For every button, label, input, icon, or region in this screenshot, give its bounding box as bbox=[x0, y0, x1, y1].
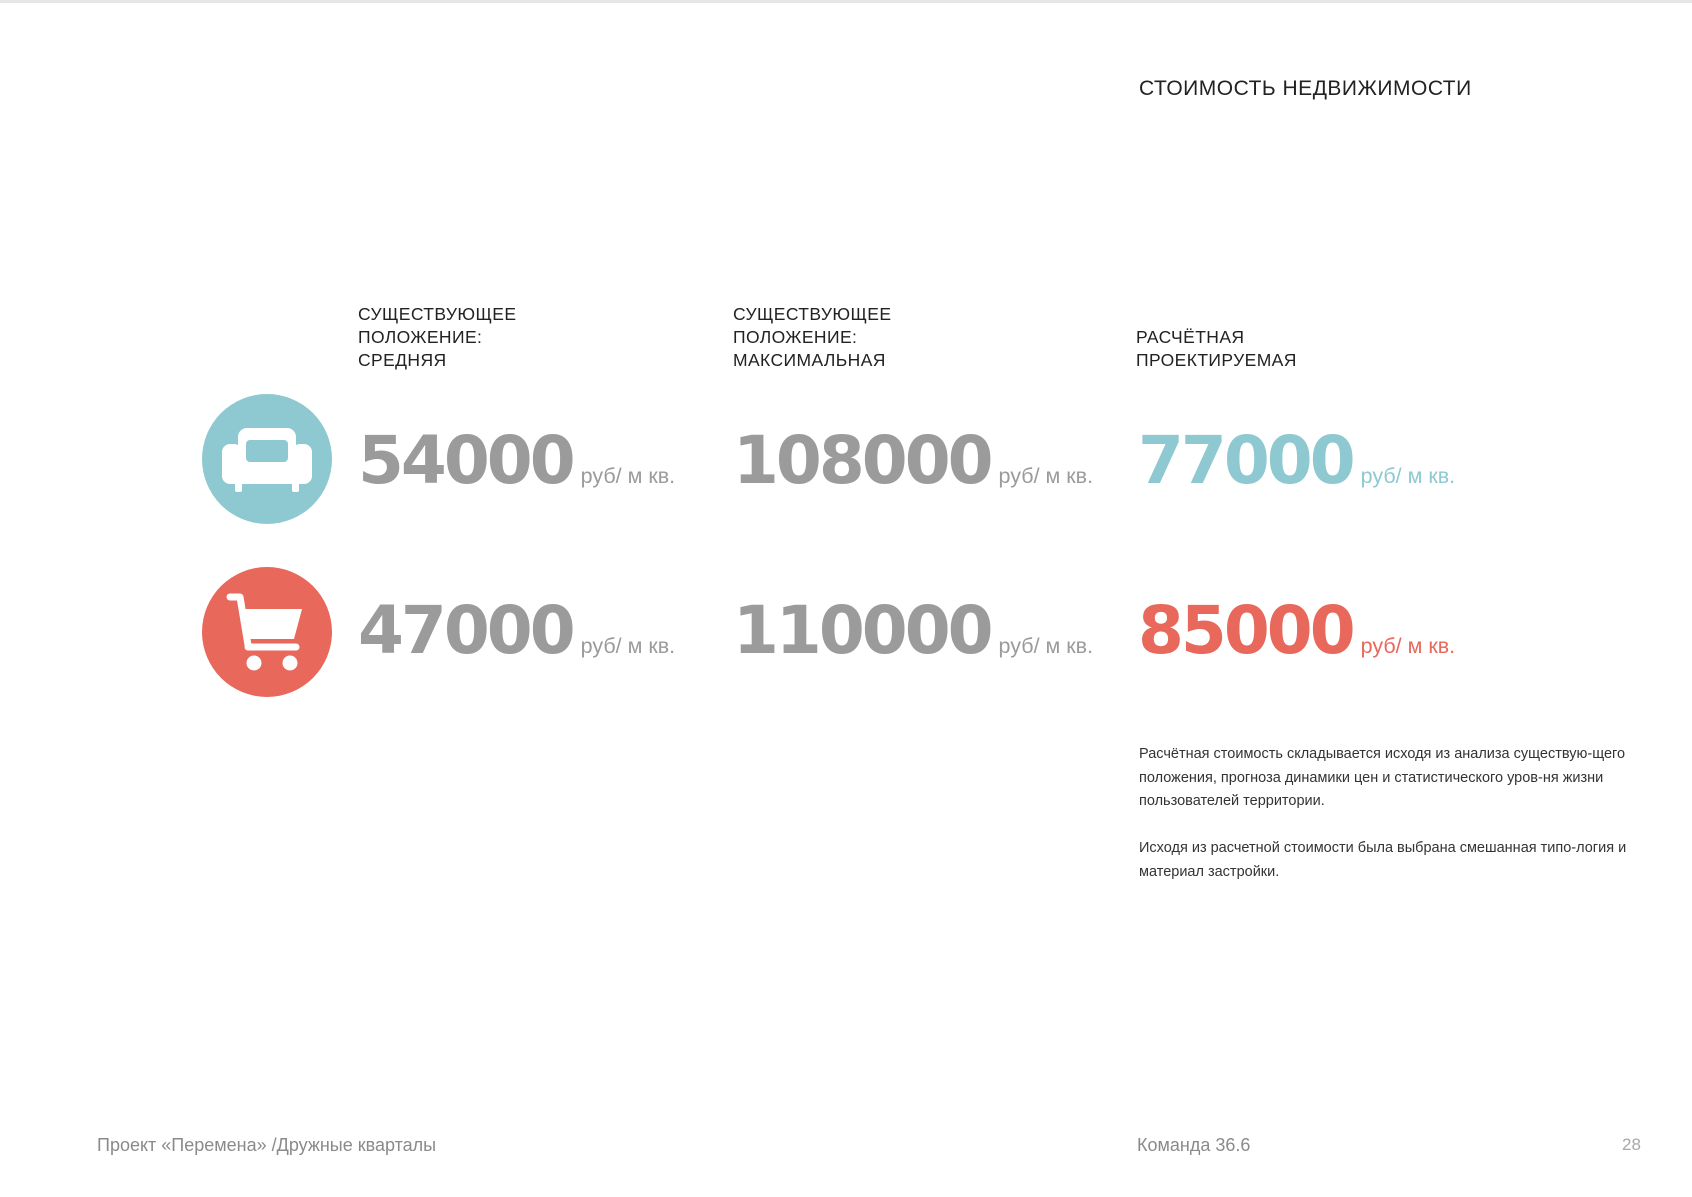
description-paragraph: Исходя из расчетной стоимости была выбрана смешанная типо-логия и материал застройки. bbox=[1139, 840, 1627, 880]
price-value: 108000 bbox=[733, 422, 991, 499]
price-value: 85000 bbox=[1138, 592, 1353, 669]
price-value: 77000 bbox=[1138, 422, 1353, 499]
price-value: 54000 bbox=[358, 422, 573, 499]
page-number: 28 bbox=[1622, 1135, 1641, 1154]
description-paragraph: Расчётная стоимость складывается исходя из анализа существую-щего положения, прогноза динамики цен и статистического уров-ня жизни пользователей территории. bbox=[1139, 746, 1626, 809]
price-unit: руб/ м кв. bbox=[580, 464, 676, 488]
column-header-line: ПРОЕКТИРУЕМАЯ bbox=[1136, 350, 1297, 370]
price-unit: руб/ м кв. bbox=[998, 634, 1094, 658]
page-title: СТОИМОСТЬ НЕДВИЖИМОСТИ bbox=[1139, 77, 1472, 100]
sofa-icon bbox=[202, 394, 332, 524]
column-header-line: ПОЛОЖЕНИЕ: bbox=[733, 327, 858, 347]
column-header-line: СРЕДНЯЯ bbox=[358, 350, 447, 370]
price-value: 47000 bbox=[358, 592, 573, 669]
column-header-line: ПОЛОЖЕНИЕ: bbox=[358, 327, 483, 347]
column-header-line: МАКСИМАЛЬНАЯ bbox=[733, 350, 886, 370]
price-projected-commercial bbox=[1138, 592, 1456, 669]
price-existing-average-residential bbox=[358, 422, 676, 499]
column-header-line: РАСЧЁТНАЯ bbox=[1136, 327, 1245, 347]
price-existing-max-commercial bbox=[733, 592, 1094, 669]
shopping-cart-icon bbox=[202, 567, 332, 697]
price-unit: руб/ м кв. bbox=[1360, 464, 1456, 488]
footer-project-name: Проект «Перемена» /Дружные кварталы bbox=[97, 1135, 437, 1155]
top-divider bbox=[0, 0, 1692, 3]
column-header-line: СУЩЕСТВУЮЩЕЕ bbox=[358, 304, 517, 324]
price-existing-average-commercial bbox=[358, 592, 676, 669]
column-header-line: СУЩЕСТВУЮЩЕЕ bbox=[733, 304, 892, 324]
price-value: 110000 bbox=[733, 592, 991, 669]
price-projected-residential bbox=[1138, 422, 1456, 499]
price-unit: руб/ м кв. bbox=[998, 464, 1094, 488]
column-header-existing-average bbox=[358, 303, 516, 372]
price-existing-max-residential bbox=[733, 422, 1094, 499]
price-unit: руб/ м кв. bbox=[580, 634, 676, 658]
price-unit: руб/ м кв. bbox=[1360, 634, 1456, 658]
column-header-projected bbox=[1136, 326, 1297, 372]
column-header-existing-max bbox=[733, 303, 891, 372]
footer-team-name: Команда 36.6 bbox=[1137, 1135, 1251, 1155]
